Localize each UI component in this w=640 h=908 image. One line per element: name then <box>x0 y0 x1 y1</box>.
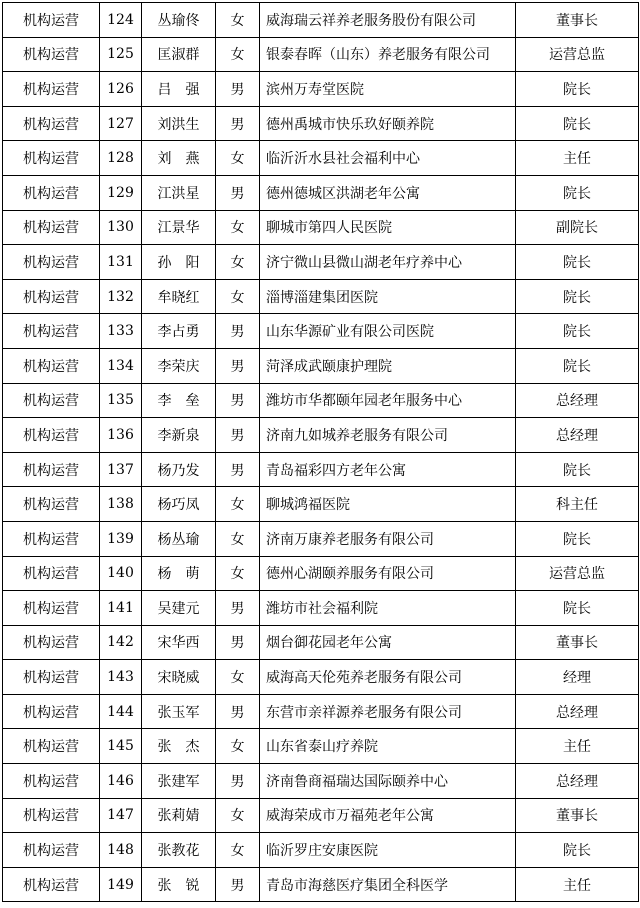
category-cell: 机构运营 <box>3 210 100 245</box>
name-cell: 张 锐 <box>142 867 216 902</box>
position-cell: 总经理 <box>516 764 639 799</box>
category-cell: 机构运营 <box>3 452 100 487</box>
gender-cell: 女 <box>216 521 260 556</box>
number-cell: 133 <box>100 314 142 349</box>
gender-cell: 男 <box>216 175 260 210</box>
category-cell: 机构运营 <box>3 348 100 383</box>
number-cell: 131 <box>100 245 142 280</box>
category-cell: 机构运营 <box>3 175 100 210</box>
organization-cell: 德州心湖颐养服务有限公司 <box>260 556 516 591</box>
table-row <box>3 348 639 383</box>
name-cell: 宋晓威 <box>142 660 216 695</box>
category-cell: 机构运营 <box>3 833 100 868</box>
name-cell: 吴建元 <box>142 591 216 626</box>
position-cell: 院长 <box>516 245 639 280</box>
number-cell: 134 <box>100 348 142 383</box>
name-cell: 杨 萌 <box>142 556 216 591</box>
number-cell: 128 <box>100 141 142 176</box>
table-row <box>3 729 639 764</box>
table-row <box>3 660 639 695</box>
position-cell: 院长 <box>516 591 639 626</box>
gender-cell: 女 <box>216 798 260 833</box>
category-cell: 机构运营 <box>3 729 100 764</box>
name-cell: 吕 强 <box>142 72 216 107</box>
table-row <box>3 245 639 280</box>
position-cell: 院长 <box>516 72 639 107</box>
organization-cell: 威海荣成市万福苑老年公寓 <box>260 798 516 833</box>
number-cell: 139 <box>100 521 142 556</box>
number-cell: 145 <box>100 729 142 764</box>
position-cell: 总经理 <box>516 383 639 418</box>
category-cell: 机构运营 <box>3 694 100 729</box>
name-cell: 江景华 <box>142 210 216 245</box>
table-row <box>3 867 639 902</box>
name-cell: 孙 阳 <box>142 245 216 280</box>
gender-cell: 女 <box>216 729 260 764</box>
gender-cell: 男 <box>216 452 260 487</box>
name-cell: 张莉婧 <box>142 798 216 833</box>
name-cell: 张玉军 <box>142 694 216 729</box>
position-cell: 副院长 <box>516 210 639 245</box>
gender-cell: 男 <box>216 867 260 902</box>
category-cell: 机构运营 <box>3 72 100 107</box>
name-cell: 匡淑群 <box>142 37 216 72</box>
gender-cell: 男 <box>216 72 260 107</box>
number-cell: 138 <box>100 487 142 522</box>
gender-cell: 女 <box>216 3 260 38</box>
number-cell: 144 <box>100 694 142 729</box>
table-row <box>3 487 639 522</box>
category-cell: 机构运营 <box>3 521 100 556</box>
name-cell: 李新泉 <box>142 418 216 453</box>
name-cell: 张教花 <box>142 833 216 868</box>
gender-cell: 女 <box>216 37 260 72</box>
table-row <box>3 452 639 487</box>
table-row <box>3 141 639 176</box>
table-row <box>3 175 639 210</box>
organization-cell: 威海高天伦苑养老服务有限公司 <box>260 660 516 695</box>
name-cell: 刘 燕 <box>142 141 216 176</box>
gender-cell: 女 <box>216 279 260 314</box>
table-row <box>3 418 639 453</box>
category-cell: 机构运营 <box>3 487 100 522</box>
organization-cell: 潍坊市社会福利院 <box>260 591 516 626</box>
table-row <box>3 694 639 729</box>
gender-cell: 男 <box>216 106 260 141</box>
organization-cell: 聊城鸿福医院 <box>260 487 516 522</box>
roster-body <box>3 3 639 902</box>
name-cell: 李占勇 <box>142 314 216 349</box>
table-row <box>3 106 639 141</box>
organization-cell: 东营市亲祥源养老服务有限公司 <box>260 694 516 729</box>
position-cell: 董事长 <box>516 3 639 38</box>
position-cell: 院长 <box>516 521 639 556</box>
position-cell: 总经理 <box>516 694 639 729</box>
organization-cell: 青岛市海慈医疗集团全科医学 <box>260 867 516 902</box>
name-cell: 丛瑜佟 <box>142 3 216 38</box>
position-cell: 院长 <box>516 348 639 383</box>
table-row <box>3 72 639 107</box>
number-cell: 141 <box>100 591 142 626</box>
gender-cell: 男 <box>216 625 260 660</box>
table-row <box>3 37 639 72</box>
position-cell: 主任 <box>516 729 639 764</box>
table-row <box>3 591 639 626</box>
organization-cell: 济南鲁商福瑞达国际颐养中心 <box>260 764 516 799</box>
organization-cell: 德州禹城市快乐玖好颐养院 <box>260 106 516 141</box>
organization-cell: 青岛福彩四方老年公寓 <box>260 452 516 487</box>
number-cell: 124 <box>100 3 142 38</box>
number-cell: 137 <box>100 452 142 487</box>
organization-cell: 山东华源矿业有限公司医院 <box>260 314 516 349</box>
category-cell: 机构运营 <box>3 867 100 902</box>
table-row <box>3 314 639 349</box>
position-cell: 院长 <box>516 833 639 868</box>
table-row <box>3 625 639 660</box>
category-cell: 机构运营 <box>3 625 100 660</box>
category-cell: 机构运营 <box>3 141 100 176</box>
organization-cell: 潍坊市华都颐年园老年服务中心 <box>260 383 516 418</box>
number-cell: 127 <box>100 106 142 141</box>
number-cell: 130 <box>100 210 142 245</box>
position-cell: 院长 <box>516 175 639 210</box>
number-cell: 140 <box>100 556 142 591</box>
position-cell: 总经理 <box>516 418 639 453</box>
category-cell: 机构运营 <box>3 556 100 591</box>
number-cell: 148 <box>100 833 142 868</box>
table-row <box>3 3 639 38</box>
position-cell: 院长 <box>516 106 639 141</box>
position-cell: 主任 <box>516 141 639 176</box>
table-row <box>3 833 639 868</box>
number-cell: 143 <box>100 660 142 695</box>
organization-cell: 聊城市第四人民医院 <box>260 210 516 245</box>
position-cell: 院长 <box>516 452 639 487</box>
number-cell: 136 <box>100 418 142 453</box>
gender-cell: 男 <box>216 348 260 383</box>
gender-cell: 女 <box>216 556 260 591</box>
category-cell: 机构运营 <box>3 383 100 418</box>
table-row <box>3 764 639 799</box>
organization-cell: 银泰春晖（山东）养老服务有限公司 <box>260 37 516 72</box>
gender-cell: 女 <box>216 833 260 868</box>
organization-cell: 菏泽成武颐康护理院 <box>260 348 516 383</box>
gender-cell: 女 <box>216 660 260 695</box>
number-cell: 142 <box>100 625 142 660</box>
organization-cell: 临沂罗庄安康医院 <box>260 833 516 868</box>
position-cell: 科主任 <box>516 487 639 522</box>
gender-cell: 男 <box>216 314 260 349</box>
position-cell: 经理 <box>516 660 639 695</box>
organization-cell: 德州德城区洪湖老年公寓 <box>260 175 516 210</box>
category-cell: 机构运营 <box>3 3 100 38</box>
number-cell: 149 <box>100 867 142 902</box>
gender-cell: 女 <box>216 141 260 176</box>
gender-cell: 男 <box>216 383 260 418</box>
number-cell: 132 <box>100 279 142 314</box>
category-cell: 机构运营 <box>3 660 100 695</box>
position-cell: 院长 <box>516 279 639 314</box>
number-cell: 146 <box>100 764 142 799</box>
position-cell: 主任 <box>516 867 639 902</box>
gender-cell: 女 <box>216 210 260 245</box>
name-cell: 江洪星 <box>142 175 216 210</box>
name-cell: 宋华西 <box>142 625 216 660</box>
number-cell: 147 <box>100 798 142 833</box>
position-cell: 院长 <box>516 314 639 349</box>
gender-cell: 男 <box>216 764 260 799</box>
gender-cell: 男 <box>216 591 260 626</box>
table-row <box>3 210 639 245</box>
organization-cell: 济宁微山县微山湖老年疗养中心 <box>260 245 516 280</box>
gender-cell: 男 <box>216 694 260 729</box>
name-cell: 李 垒 <box>142 383 216 418</box>
category-cell: 机构运营 <box>3 418 100 453</box>
name-cell: 李荣庆 <box>142 348 216 383</box>
number-cell: 126 <box>100 72 142 107</box>
category-cell: 机构运营 <box>3 106 100 141</box>
table-row <box>3 279 639 314</box>
name-cell: 杨丛瑜 <box>142 521 216 556</box>
name-cell: 杨巧凤 <box>142 487 216 522</box>
gender-cell: 女 <box>216 245 260 280</box>
table-row <box>3 383 639 418</box>
number-cell: 125 <box>100 37 142 72</box>
gender-cell: 女 <box>216 487 260 522</box>
number-cell: 135 <box>100 383 142 418</box>
organization-cell: 济南九如城养老服务有限公司 <box>260 418 516 453</box>
position-cell: 运营总监 <box>516 37 639 72</box>
organization-cell: 山东省泰山疗养院 <box>260 729 516 764</box>
number-cell: 129 <box>100 175 142 210</box>
organization-cell: 临沂沂水县社会福利中心 <box>260 141 516 176</box>
organization-cell: 济南万康养老服务有限公司 <box>260 521 516 556</box>
position-cell: 运营总监 <box>516 556 639 591</box>
category-cell: 机构运营 <box>3 798 100 833</box>
roster-table <box>2 2 639 902</box>
table-row <box>3 521 639 556</box>
category-cell: 机构运营 <box>3 591 100 626</box>
table-row <box>3 556 639 591</box>
organization-cell: 威海瑞云祥养老服务股份有限公司 <box>260 3 516 38</box>
organization-cell: 滨州万寿堂医院 <box>260 72 516 107</box>
name-cell: 张建军 <box>142 764 216 799</box>
name-cell: 杨乃发 <box>142 452 216 487</box>
position-cell: 董事长 <box>516 798 639 833</box>
position-cell: 董事长 <box>516 625 639 660</box>
organization-cell: 烟台御花园老年公寓 <box>260 625 516 660</box>
category-cell: 机构运营 <box>3 37 100 72</box>
category-cell: 机构运营 <box>3 314 100 349</box>
name-cell: 张 杰 <box>142 729 216 764</box>
category-cell: 机构运营 <box>3 764 100 799</box>
name-cell: 刘洪生 <box>142 106 216 141</box>
name-cell: 牟晓红 <box>142 279 216 314</box>
gender-cell: 男 <box>216 418 260 453</box>
category-cell: 机构运营 <box>3 245 100 280</box>
organization-cell: 淄博淄建集团医院 <box>260 279 516 314</box>
category-cell: 机构运营 <box>3 279 100 314</box>
table-row <box>3 798 639 833</box>
